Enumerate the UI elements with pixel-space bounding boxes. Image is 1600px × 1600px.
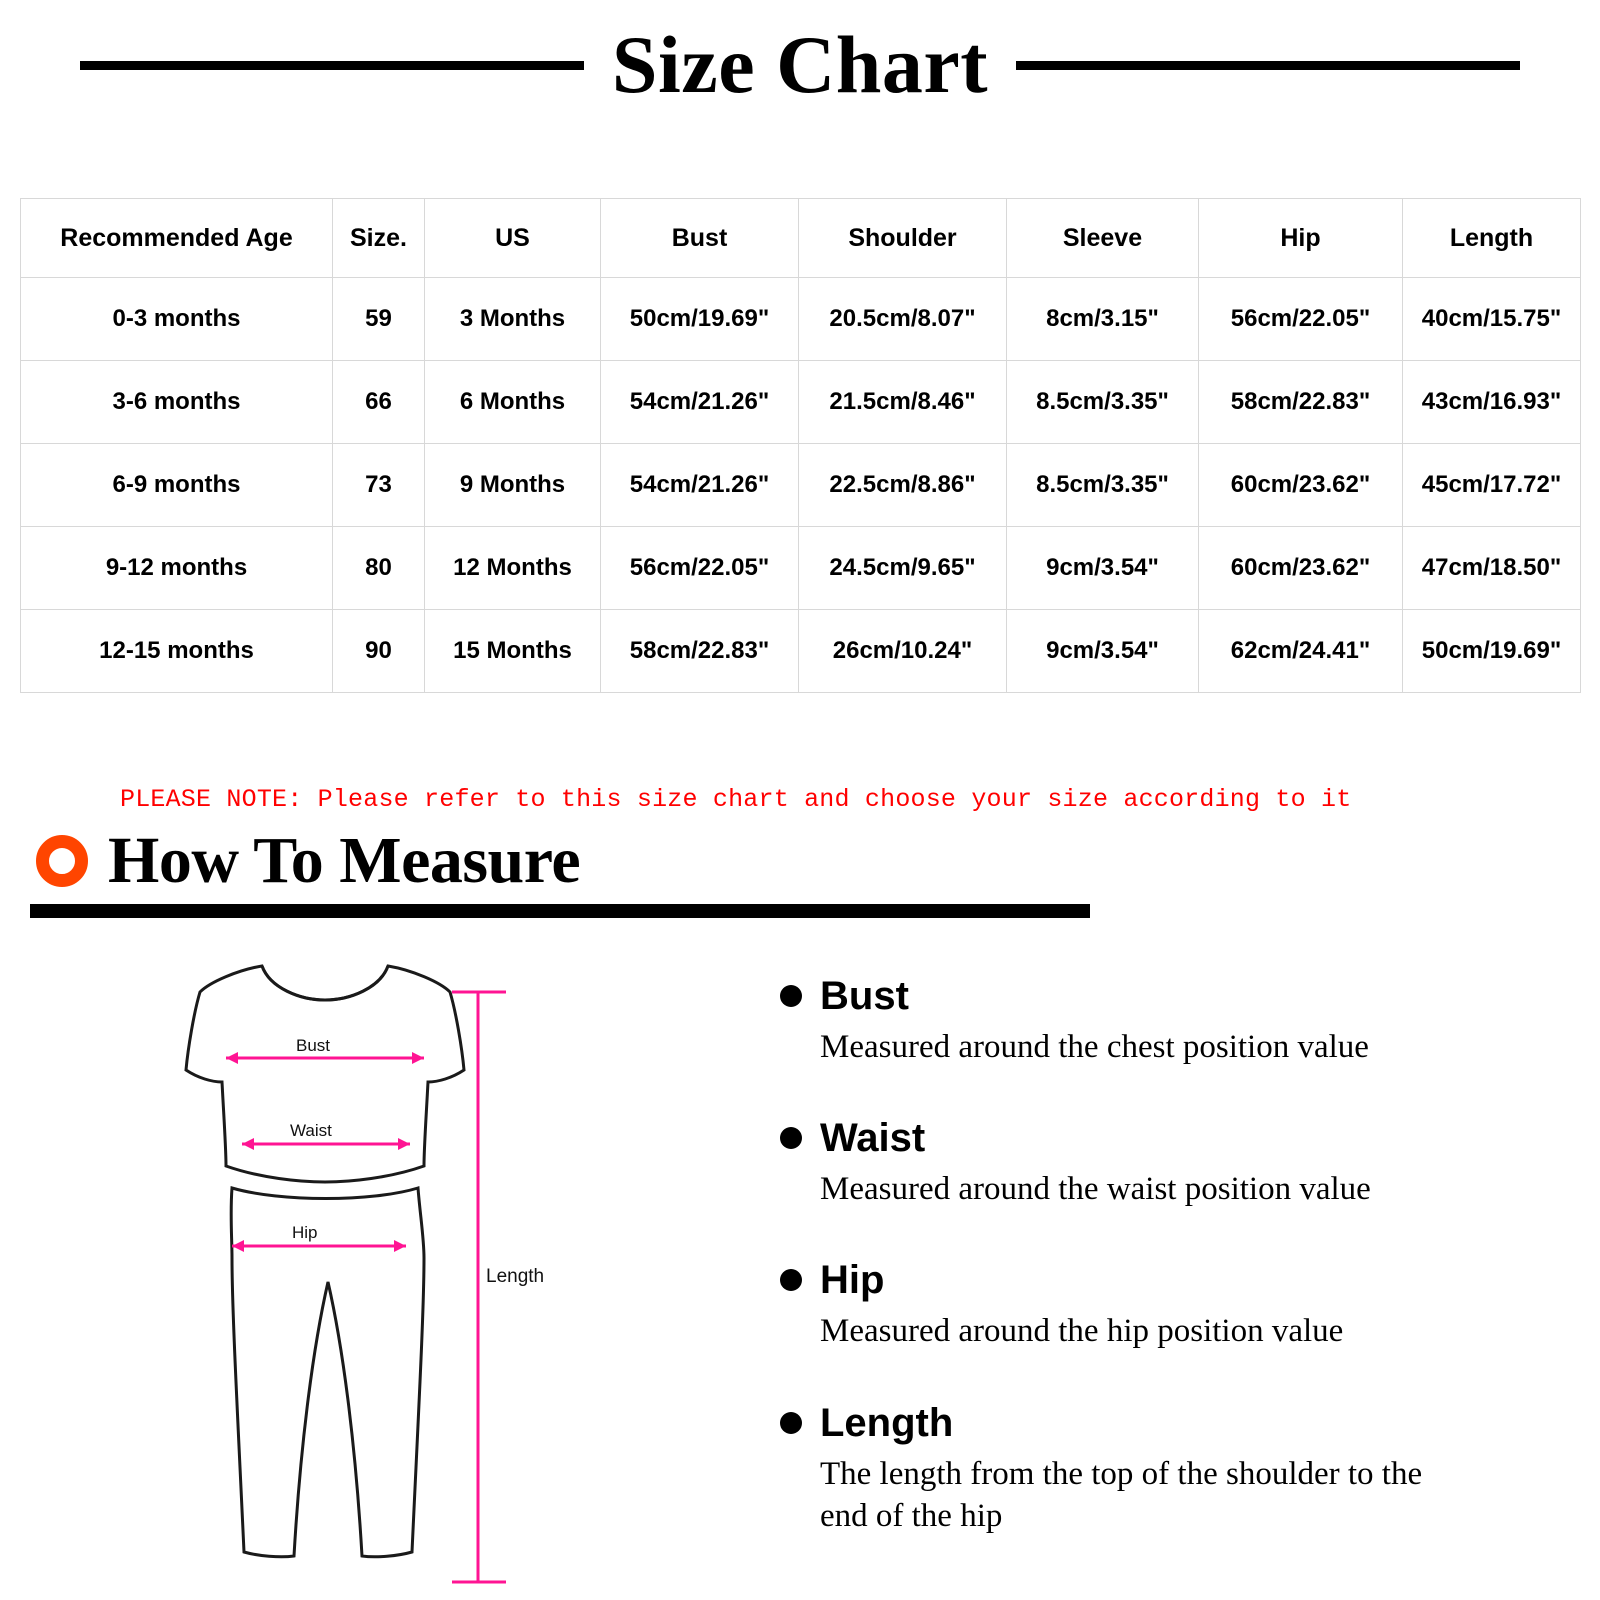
- figure-label-bust: Bust: [296, 1036, 331, 1055]
- cell-size: 90: [333, 610, 425, 693]
- definition-bust: [780, 976, 1600, 1068]
- definition-waist: [780, 1118, 1600, 1210]
- definition-term: Bust: [820, 974, 909, 1018]
- cell-length: 43cm/16.93": [1403, 361, 1581, 444]
- cell-age: 12-15 months: [21, 610, 333, 693]
- cell-us: 15 Months: [425, 610, 601, 693]
- figure-label-waist: Waist: [290, 1121, 332, 1140]
- cell-us: 3 Months: [425, 278, 601, 361]
- bullet-icon: [780, 1269, 802, 1291]
- column-header-sleeve: Sleeve: [1007, 199, 1199, 278]
- table-row: [21, 527, 1581, 610]
- cell-hip: 56cm/22.05": [1199, 278, 1403, 361]
- cell-age: 3-6 months: [21, 361, 333, 444]
- cell-sleeve: 9cm/3.54": [1007, 610, 1199, 693]
- definition-term: Waist: [820, 1116, 926, 1161]
- how-to-measure-underline: [30, 904, 1090, 918]
- please-note-text: PLEASE NOTE: Please refer to this size chart and choose your size according to it: [120, 785, 1352, 814]
- circle-icon: [36, 835, 88, 887]
- how-to-measure-heading: How To Measure: [108, 824, 581, 897]
- column-header-bust: Bust: [601, 199, 799, 278]
- figure-label-hip: Hip: [292, 1223, 318, 1242]
- cell-bust: 50cm/19.69": [601, 278, 799, 361]
- table-row: [21, 278, 1581, 361]
- cell-hip: 58cm/22.83": [1199, 361, 1403, 444]
- column-header-us: US: [425, 199, 601, 278]
- cell-sleeve: 8cm/3.15": [1007, 278, 1199, 361]
- column-header-hip: Hip: [1199, 199, 1403, 278]
- cell-shoulder: 20.5cm/8.07": [799, 278, 1007, 361]
- definition-description: Measured around the hip position value: [820, 1313, 1344, 1350]
- measurement-figure: [0, 952, 760, 1597]
- cell-length: 50cm/19.69": [1403, 610, 1581, 693]
- cell-length: 47cm/18.50": [1403, 527, 1581, 610]
- cell-us: 9 Months: [425, 444, 601, 527]
- cell-bust: 54cm/21.26": [601, 444, 799, 527]
- definition-term: Length: [820, 1400, 954, 1445]
- how-to-measure-body: [0, 952, 1600, 1597]
- cell-us: 12 Months: [425, 527, 601, 610]
- cell-length: 45cm/17.72": [1403, 444, 1581, 527]
- column-header-shoulder: Shoulder: [799, 199, 1007, 278]
- cell-sleeve: 9cm/3.54": [1007, 527, 1199, 610]
- definition-length: [780, 1400, 1600, 1537]
- cell-sleeve: 8.5cm/3.35": [1007, 444, 1199, 527]
- bullet-icon: [780, 1412, 802, 1434]
- title-rule-left: [80, 61, 584, 70]
- definition-head: [780, 1258, 1600, 1303]
- table-header-row: [21, 199, 1581, 278]
- measurement-definitions: [760, 952, 1600, 1597]
- cell-bust: 58cm/22.83": [601, 610, 799, 693]
- cell-hip: 60cm/23.62": [1199, 527, 1403, 610]
- size-chart-table: [20, 198, 1581, 693]
- table-row: [21, 610, 1581, 693]
- cell-bust: 56cm/22.05": [601, 527, 799, 610]
- cell-size: 66: [333, 361, 425, 444]
- cell-hip: 60cm/23.62": [1199, 444, 1403, 527]
- definition-description: The length from the top of the shoulder to the end of the hip: [820, 1455, 1423, 1534]
- cell-size: 73: [333, 444, 425, 527]
- column-header-size: Size.: [333, 199, 425, 278]
- size-table-wrapper: [20, 198, 1580, 693]
- table-row: [21, 361, 1581, 444]
- bullet-icon: [780, 1127, 802, 1149]
- cell-bust: 54cm/21.26": [601, 361, 799, 444]
- cell-us: 6 Months: [425, 361, 601, 444]
- cell-shoulder: 22.5cm/8.86": [799, 444, 1007, 527]
- cell-age: 0-3 months: [21, 278, 333, 361]
- definition-description: Measured around the waist position value: [820, 1171, 1371, 1208]
- page-title-row: [0, 0, 1600, 130]
- column-header-recommended-age: Recommended Age: [21, 199, 333, 278]
- table-row: [21, 444, 1581, 527]
- title-rule-right: [1016, 61, 1520, 70]
- cell-size: 80: [333, 527, 425, 610]
- definition-head: [780, 976, 1600, 1016]
- cell-hip: 62cm/24.41": [1199, 610, 1403, 693]
- definition-hip: [780, 1260, 1600, 1352]
- cell-age: 9-12 months: [21, 527, 333, 610]
- column-header-length: Length: [1403, 199, 1581, 278]
- cell-shoulder: 24.5cm/9.65": [799, 527, 1007, 610]
- cell-age: 6-9 months: [21, 444, 333, 527]
- garment-diagram-svg: [0, 952, 760, 1592]
- cell-length: 40cm/15.75": [1403, 278, 1581, 361]
- cell-shoulder: 21.5cm/8.46": [799, 361, 1007, 444]
- bullet-icon: [780, 985, 802, 1007]
- definition-head: [780, 1116, 1600, 1161]
- cell-shoulder: 26cm/10.24": [799, 610, 1007, 693]
- how-to-measure-heading-row: [0, 824, 1600, 897]
- figure-label-length: Length: [486, 1266, 545, 1287]
- cell-size: 59: [333, 278, 425, 361]
- definition-description: Measured around the chest position value: [820, 1029, 1369, 1065]
- page-title: Size Chart: [611, 19, 989, 110]
- cell-sleeve: 8.5cm/3.35": [1007, 361, 1199, 444]
- definition-head: [780, 1400, 1600, 1445]
- definition-term: Hip: [820, 1258, 885, 1303]
